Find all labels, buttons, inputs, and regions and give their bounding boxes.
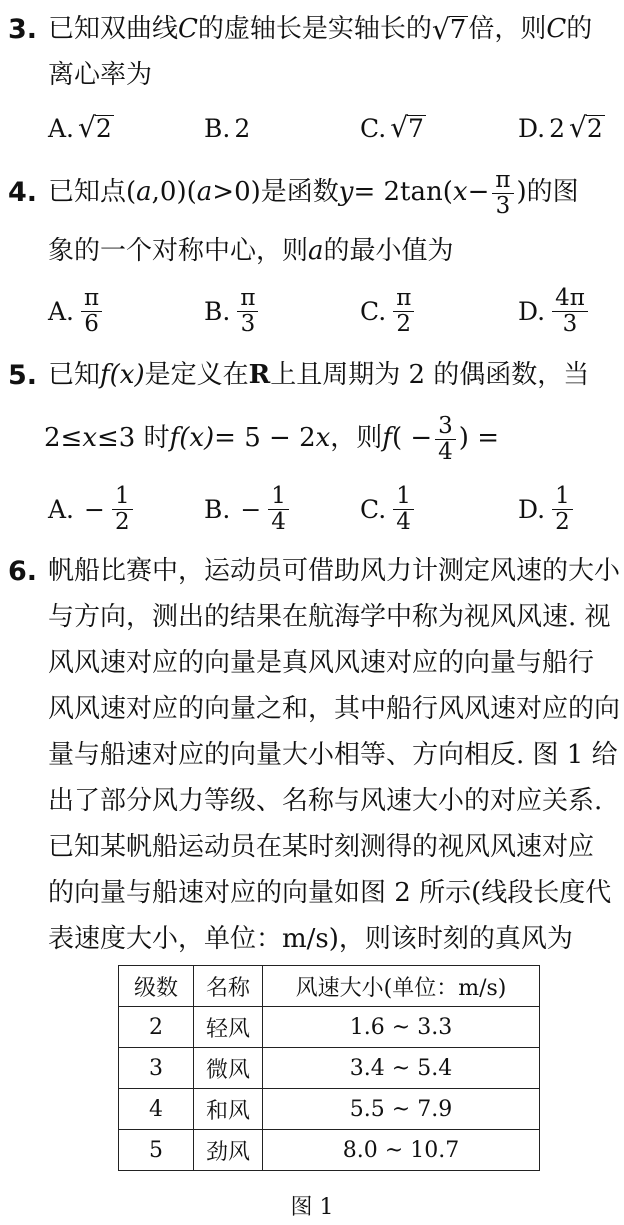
q4-line-2: 象的一个对称中心，则 a 的最小值为 [48,236,454,267]
q4-number: 4. [8,176,38,208]
q6-line-7: 已知某帆船运动员在某时刻测得的视风风速对应 [48,832,595,863]
q5-line-1 [0,352,624,400]
q4-line-1 [0,162,624,224]
q4-option-a: A. $\frac{\pi}{6}$ [48,280,105,342]
table-row: 2 轻风 1.6 ~ 3.3 [119,1007,540,1048]
q5-number: 5. [8,359,38,391]
q5-option-c: C. $\frac{1}{4}$ [360,478,417,540]
q4-stem: 已知点( a ,0)( a >0)是函数 y = 2tan( x − $\frac{\pi}{3}$ )的图 [48,167,579,219]
q3-line-2: 离心率为 [48,60,153,91]
fraction-3-over-4: $\frac{3}{4}$ [435,414,456,463]
q6-line-4: 风风速对应的向量之和，其中船行风风速对应的向 [48,694,621,725]
q6-line-2: 与方向，测出的结果在航海学中称为视风风速. 视 [48,602,611,633]
q5-line-2: 2≤ x ≤3 时 f(x) = 5 − 2 x ，则 f ( − $\frac{3}{4}$ ) = [44,413,499,465]
q3-option-a: A. √ 2 [48,111,112,144]
q6-line-6: 出了部分风力等级、名称与风速大小的对应关系. [48,786,603,817]
sqrt-7: √ 7 [431,13,467,47]
q3-option-d: D. 2 √ 2 [518,111,603,144]
wind-scale-table [118,965,540,1171]
q4-option-c: C. $\frac{\pi}{2}$ [360,280,417,342]
q3-stem: 已知双曲线 C 的虚轴长是实轴长的 √ 7 倍，则 C 的 [48,13,593,47]
q6-line-9: 表速度大小，单位：m/s)，则该时刻的真风为 [48,924,573,955]
q5-option-b: B. − $\frac{1}{4}$ [204,478,292,540]
q3-option-c: C. √ 7 [360,111,424,144]
q6-line-8: 的向量与船速对应的向量如图 2 所示(线段长度代 [48,878,612,909]
q3-line-1 [0,6,624,54]
q4-option-d: D. $\frac{4\pi}{3}$ [518,280,591,342]
q6-number: 6. [8,555,38,587]
q3-number: 3. [8,13,38,45]
q5-option-d: D. $\frac{1}{2}$ [518,478,576,540]
q6-line-1: 6. 帆船比赛中，运动员可借助风力计测定风速的大小 [8,555,621,587]
table-header-row: 级数 名称 风速大小(单位：m/s) [119,966,540,1007]
table-row: 5 劲风 8.0 ~ 10.7 [119,1130,540,1171]
q5-stem: 已知 f(x) 是定义在 R 上且周期为 2 的偶函数，当 [48,360,590,391]
q6-line-5: 量与船速对应的向量大小相等、方向相反. 图 1 给 [48,740,618,771]
figure-caption: 图 1 [290,1195,334,1220]
q3-option-b: B. 2 [204,113,251,143]
q6-line-3: 风风速对应的向量是真风风速对应的向量与船行 [48,648,595,679]
fraction-pi-over-3: $\frac{\pi}{3}$ [492,168,513,217]
table-row: 3 微风 3.4 ~ 5.4 [119,1048,540,1089]
q5-option-a: A. − $\frac{1}{2}$ [48,478,136,540]
q4-option-b: B. $\frac{\pi}{3}$ [204,280,261,342]
table-row: 4 和风 5.5 ~ 7.9 [119,1089,540,1130]
